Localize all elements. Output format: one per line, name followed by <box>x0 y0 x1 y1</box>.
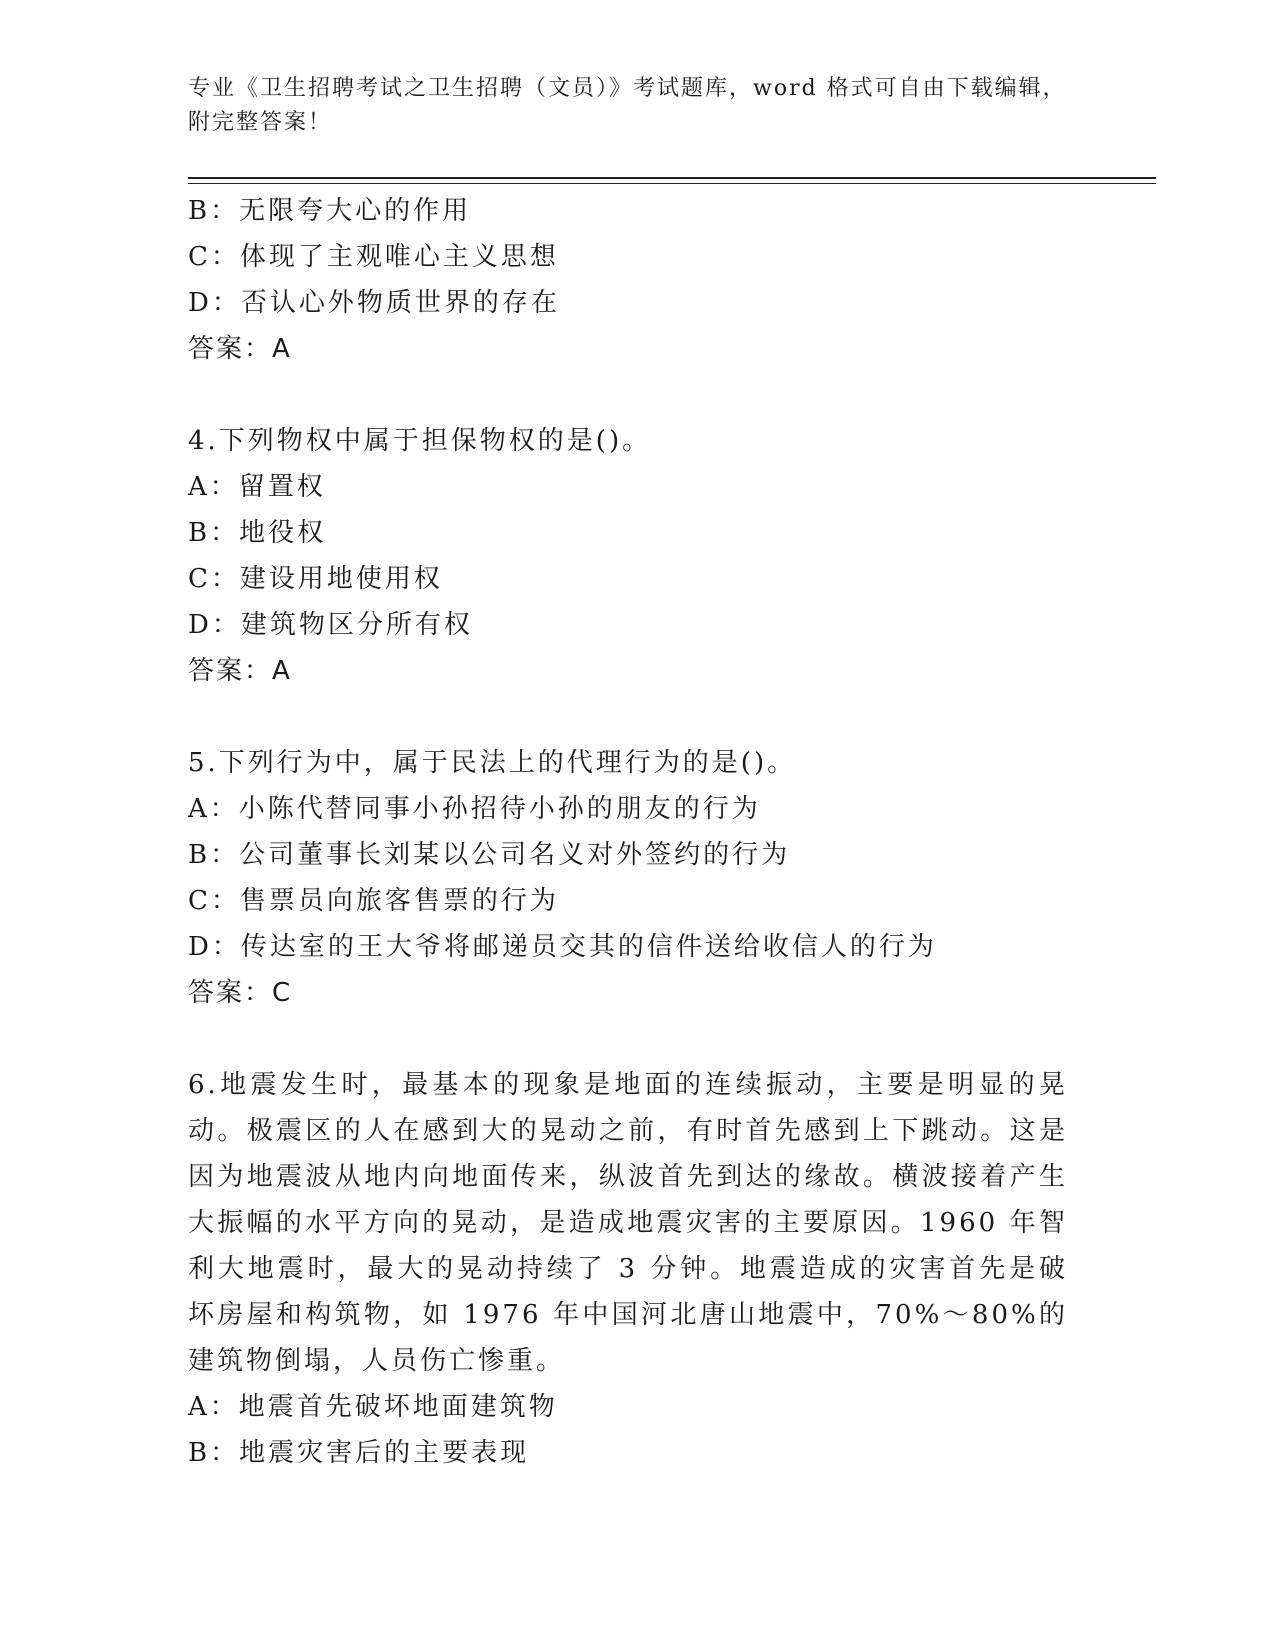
question-stem: 6.地震发生时，最基本的现象是地面的连续振动，主要是明显的晃动。极震区的人在感到大的晃动之前，有时首先感到上下跳动。这是因为地震波从地内向地面传来，纵波首先到达的缘故。横波接着产生大振幅的水平方向的晃动，是造成地震灾害的主要原因。1960 年智利大地震时，最大的晃动持续了 3 分钟。地震造成的灾害首先是破坏房屋和构筑物，如 1976 年中国河北唐山地震中，70%～80%的建筑物倒塌，人员伤亡惨重。 <box>188 1070 1068 1376</box>
question-5 <box>188 740 1068 1016</box>
option-b: B：地役权 <box>188 518 327 548</box>
spacer <box>188 1016 1068 1062</box>
option-b: B：无限夸大心的作用 <box>188 196 472 226</box>
option-c: C：建设用地使用权 <box>188 564 443 594</box>
option-c: C：售票员向旅客售票的行为 <box>188 886 559 916</box>
option-a: A：留置权 <box>188 472 326 502</box>
header-rule-thick <box>188 177 1156 179</box>
question-6 <box>188 1062 1068 1476</box>
option-c: C：体现了主观唯心主义思想 <box>188 242 559 272</box>
spacer <box>188 694 1068 740</box>
option-b: B：公司董事长刘某以公司名义对外签约的行为 <box>188 840 791 870</box>
option-d: D：否认心外物质世界的存在 <box>188 288 560 318</box>
answer-line: 答案：A <box>188 334 292 364</box>
page-header: 专业《卫生招聘考试之卫生招聘（文员）》考试题库，word 格式可自由下载编辑，附完整答案！ <box>188 76 1067 135</box>
question-4 <box>188 418 1068 694</box>
question-3 <box>188 188 1068 372</box>
option-b: B：地震灾害后的主要表现 <box>188 1438 530 1468</box>
answer-line: 答案：A <box>188 656 292 686</box>
question-stem: 4.下列物权中属于担保物权的是()。 <box>188 426 652 456</box>
option-a: A：地震首先破坏地面建筑物 <box>188 1392 558 1422</box>
option-a: A：小陈代替同事小孙招待小孙的朋友的行为 <box>188 794 761 824</box>
question-stem: 5.下列行为中，属于民法上的代理行为的是()。 <box>188 748 797 778</box>
spacer <box>188 372 1068 418</box>
option-d: D：建筑物区分所有权 <box>188 610 473 640</box>
header-rule-thin <box>188 183 1156 184</box>
option-d: D：传达室的王大爷将邮递员交其的信件送给收信人的行为 <box>188 932 937 962</box>
question-list <box>188 188 1068 1476</box>
answer-line: 答案：C <box>188 978 293 1008</box>
